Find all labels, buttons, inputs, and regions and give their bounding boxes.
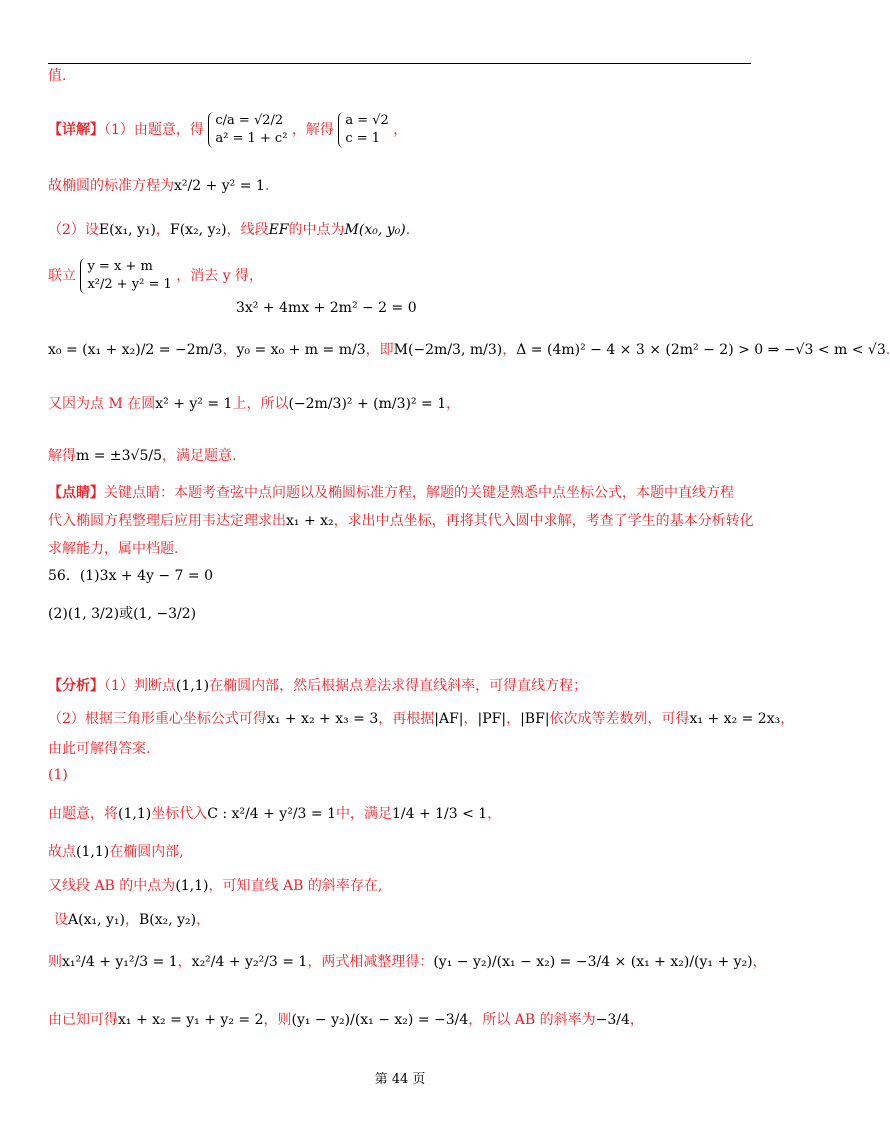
- header-rule: [48, 63, 751, 64]
- solution-line-2: 故点(1,1)在椭圆内部,: [48, 844, 184, 860]
- analysis-line-3: 由此可解得答案.: [48, 741, 151, 757]
- analysis-tag: 【分析】: [48, 678, 104, 694]
- text-line-1: 值.: [48, 68, 67, 84]
- answer-56-part-1: 56．(1)3x + 4y − 7 = 0: [48, 568, 213, 584]
- solution-part-1-label: (1): [48, 767, 68, 783]
- solution-line-5: 则x₁²/4 + y₁²/3 = 1，x₂²/4 + y₂²/3 = 1，两式相减整理得：(y₁ − y₂)/(x₁ − x₂) = −3/4 × (x₁ + x₂)/(y₁ + y₂)，: [48, 954, 767, 970]
- solution-line-1: 由题意，将(1,1)坐标代入C : x²/4 + y²/3 = 1中，满足1/4 + 1/3 < 1，: [48, 806, 502, 822]
- text-line-4: （2）设E(x₁, y₁)，F(x₂, y₂)，线段EF的中点为M(x₀, y₀).: [48, 222, 411, 238]
- equation-system-2: y = x + m x²/2 + y² = 1: [80, 258, 171, 294]
- analysis-line-1: 【分析】（1）判断点(1,1)在椭圆内部，然后根据点差法求得直线斜率，可得直线方程；: [48, 678, 588, 694]
- text-line-6: x₀ = (x₁ + x₂)/2 = −2m/3，y₀ = x₀ + m = m/3，即M(−2m/3, m/3)，Δ = (4m)² − 4 × 3 × (2m² − 2) > 0 ⇒ −√3 < m < √3.: [48, 342, 890, 358]
- solution-line-6: 由已知可得x₁ + x₂ = y₁ + y₂ = 2，则(y₁ − y₂)/(x₁ − x₂) = −3/4，所以 AB 的斜率为−3/4，: [48, 1012, 644, 1028]
- detail-tag: 【详解】: [48, 122, 104, 138]
- text-line-7: 又因为点 M 在圆x² + y² = 1上，所以(−2m/3)² + (m/3)² = 1，: [48, 396, 461, 412]
- analysis-line-2: （2）根据三角形重心坐标公式可得x₁ + x₂ + x₃ = 3，再根据|AF|，|PF|，|BF|依次成等差数列，可得x₁ + x₂ = 2x₃，: [48, 711, 795, 727]
- solution-line-3: 又线段 AB 的中点为(1,1)，可知直线 AB 的斜率存在,: [48, 878, 383, 894]
- text-line-3: 故椭圆的标准方程为x²/2 + y² = 1.: [48, 178, 270, 194]
- quadratic-equation: 3x² + 4mx + 2m² − 2 = 0: [236, 300, 417, 316]
- comment-tag: 【点睛】: [48, 485, 104, 501]
- solution-system: a = √2 c = 1: [338, 112, 388, 148]
- detail-line-1: 【详解】（1）由题意，得 c/a = √2/2 a² = 1 + c² ，解得 a = √2 c = 1 ，: [48, 113, 408, 146]
- comment-line-2: 代入椭圆方程整理后应用韦达定理求出x₁ + x₂，求出中点坐标，再将其代入圆中求解，考查了学生的基本分析转化: [48, 513, 754, 529]
- answer-56-part-2: (2)(1, 3/2)或(1, −3/2): [48, 606, 197, 622]
- ellipse-equation: x²/2 + y² = 1: [174, 178, 265, 194]
- text-line-5: 联立 y = x + m x²/2 + y² = 1 ，消去 y 得，: [48, 259, 264, 292]
- discriminant: Δ = (4m)² − 4 × 3 × (2m² − 2) > 0 ⇒ −√3 < m < √3: [516, 342, 886, 358]
- equation-system-1: c/a = √2/2 a² = 1 + c²: [208, 112, 287, 148]
- solution-line-4: 设A(x₁, y₁)，B(x₂, y₂)，: [54, 912, 211, 928]
- page-number: 第 44 页: [374, 1072, 426, 1087]
- comment-line-3: 求解能力，属中档题.: [48, 541, 179, 557]
- text-line-8: 解得m = ±3√5/5，满足题意.: [48, 448, 237, 464]
- comment-line-1: 【点睛】关键点睛：本题考查弦中点问题以及椭圆标准方程，解题的关键是熟悉中点坐标公式，本题中直线方程: [48, 485, 734, 501]
